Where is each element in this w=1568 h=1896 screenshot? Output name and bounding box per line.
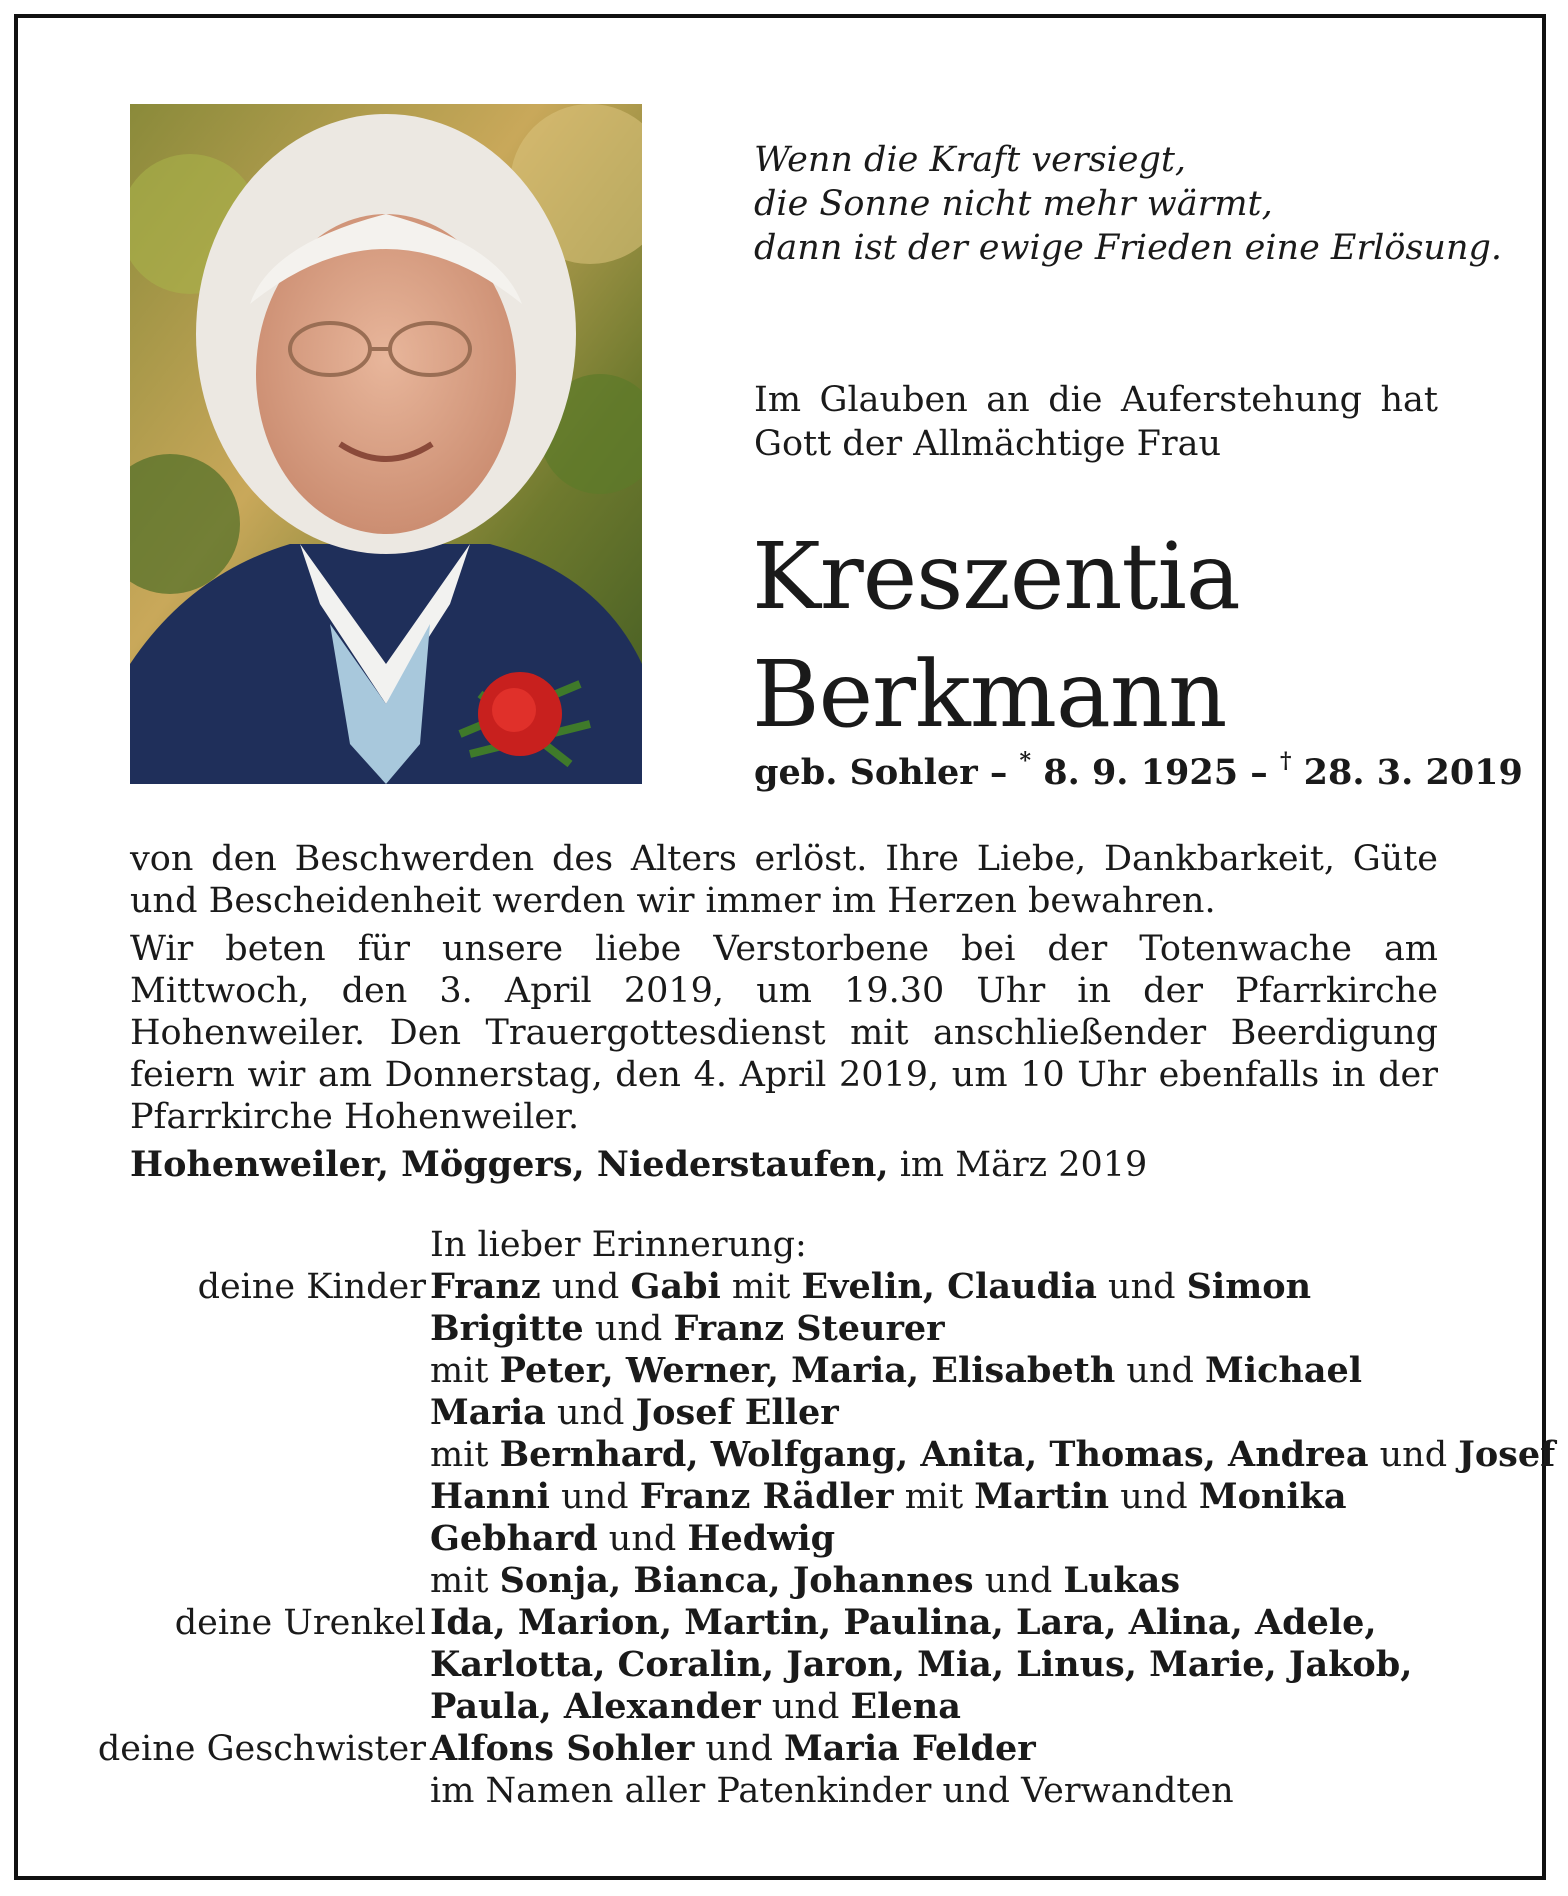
paragraph-release: von den Beschwerden des Alters erlöst. Ihre Liebe, Dankbarkeit, Güte und Bescheidenheit werden wir immer im Herzen bewahren. bbox=[130, 839, 1438, 921]
mourner-row bbox=[0, 1602, 1568, 1644]
relation-label: deine Geschwister bbox=[97, 1729, 426, 1769]
connector-text: und bbox=[1368, 1435, 1459, 1475]
mourner-name: Martin bbox=[974, 1476, 1110, 1517]
mourner-name: Franz bbox=[430, 1266, 541, 1307]
deceased-name bbox=[752, 518, 1512, 754]
mourner-name: Bernhard, Wolfgang, Anita, Thomas, Andrea bbox=[499, 1434, 1369, 1475]
mourner-names bbox=[430, 1392, 839, 1434]
first-name: Kreszentia bbox=[752, 523, 1240, 630]
poem-line: Wenn die Kraft versiegt, bbox=[754, 140, 1187, 180]
relation-label: deine Urenkel bbox=[174, 1603, 426, 1643]
separator: – bbox=[1238, 752, 1280, 793]
mourner-row bbox=[0, 1350, 1568, 1392]
separator: – bbox=[977, 752, 1020, 793]
towns: Hohenweiler, Möggers, Niederstaufen, bbox=[130, 1144, 889, 1185]
mourner-names bbox=[430, 1728, 1036, 1770]
mourner-name: Michael bbox=[1205, 1350, 1363, 1391]
connector-text: und bbox=[1115, 1351, 1206, 1391]
birth-name: geb. Sohler bbox=[754, 752, 978, 793]
poem-line: die Sonne nicht mehr wärmt, bbox=[754, 184, 1273, 224]
intro-line: Gott der Allmächtige Frau bbox=[754, 424, 1222, 464]
mourner-row bbox=[0, 1434, 1568, 1476]
mourner-row bbox=[0, 1728, 1568, 1770]
connector-text: und bbox=[760, 1687, 851, 1727]
mourner-name: Maria bbox=[430, 1392, 546, 1433]
date: im März 2019 bbox=[888, 1145, 1148, 1185]
paragraph-services: Wir beten für unsere liebe Verstorbene bei der Totenwache am Mittwoch, den 3. April 2019, um 19.30 Uhr in der Pfarrkirche Hohenweiler. Den Trauergottesdienst mit anschließender Beerdigung feiern wir am Donnerstag, den 4. April 2019, um 10 Uhr ebenfalls in der Pfarrkirche Hohenweiler. bbox=[130, 929, 1438, 1137]
connector-text: im Namen aller Patenkinder und Verwandten bbox=[430, 1771, 1234, 1811]
poem-line: dann ist der ewige Frieden eine Erlösung. bbox=[754, 228, 1503, 268]
mourner-name: Ida, Marion, Martin, Paulina, Lara, Alina, Adele, bbox=[430, 1602, 1377, 1643]
relation-label: deine Kinder bbox=[197, 1267, 426, 1307]
mourner-name: Gabi bbox=[630, 1266, 721, 1307]
connector-text: und bbox=[540, 1267, 631, 1307]
mourner-row bbox=[0, 1644, 1568, 1686]
mourner-names bbox=[430, 1308, 945, 1350]
connector-text: und bbox=[597, 1519, 688, 1559]
death-mark: † bbox=[1279, 748, 1292, 774]
birth-date: 8. 9. 1925 bbox=[1031, 752, 1239, 793]
mourner-names bbox=[430, 1434, 1555, 1476]
mourner-row bbox=[0, 1476, 1568, 1518]
connector-text: und bbox=[549, 1477, 640, 1517]
mourner-name: Franz Steurer bbox=[673, 1308, 945, 1349]
mourner-names bbox=[430, 1770, 1234, 1812]
mourner-names bbox=[430, 1560, 1180, 1602]
mourners-list bbox=[0, 1224, 1568, 1812]
connector-text: und bbox=[545, 1393, 636, 1433]
mourner-row bbox=[0, 1266, 1568, 1308]
connector-text: mit bbox=[720, 1267, 802, 1307]
mourner-row bbox=[0, 1392, 1568, 1434]
mourner-name: Karlotta, Coralin, Jaron, Mia, Linus, Marie, Jakob, bbox=[430, 1644, 1413, 1685]
mourner-name: Brigitte bbox=[430, 1308, 584, 1349]
connector-text: und bbox=[1096, 1267, 1187, 1307]
birth-mark: * bbox=[1019, 748, 1032, 774]
mourner-names bbox=[430, 1602, 1377, 1644]
poem bbox=[754, 138, 1503, 270]
mourner-names bbox=[430, 1350, 1362, 1392]
mourner-name: Sonja, Bianca, Johannes bbox=[499, 1560, 974, 1601]
place-date bbox=[130, 1144, 1147, 1185]
connector-text: mit bbox=[893, 1477, 975, 1517]
mourner-names bbox=[430, 1476, 1347, 1518]
mourner-name: Paula, Alexander bbox=[430, 1686, 761, 1727]
mourner-name: Maria Felder bbox=[784, 1728, 1036, 1769]
mourner-name: Hedwig bbox=[687, 1518, 836, 1559]
death-date: 28. 3. 2019 bbox=[1291, 752, 1523, 793]
mourner-name: Peter, Werner, Maria, Elisabeth bbox=[499, 1350, 1116, 1391]
mourner-names bbox=[430, 1686, 961, 1728]
mourner-names bbox=[430, 1266, 1311, 1308]
mourners-heading-row bbox=[0, 1224, 1568, 1266]
connector-text: und bbox=[583, 1309, 674, 1349]
mourner-row bbox=[0, 1770, 1568, 1812]
mourner-name: Franz Rädler bbox=[639, 1476, 894, 1517]
last-name: Berkmann bbox=[752, 641, 1227, 748]
portrait-photo bbox=[130, 104, 642, 784]
mourner-names bbox=[430, 1644, 1412, 1686]
connector-text: mit bbox=[430, 1435, 500, 1475]
connector-text: und bbox=[694, 1729, 785, 1769]
mourner-row bbox=[0, 1308, 1568, 1350]
life-dates bbox=[754, 748, 1523, 793]
mourner-name: Josef Eller bbox=[635, 1392, 839, 1433]
connector-text: mit bbox=[430, 1351, 500, 1391]
intro-text bbox=[754, 378, 1438, 466]
mourner-name: Elena bbox=[850, 1686, 961, 1727]
mourner-name: Monika bbox=[1198, 1476, 1347, 1517]
mourner-row bbox=[0, 1518, 1568, 1560]
connector-text: mit bbox=[430, 1561, 500, 1601]
mourner-row bbox=[0, 1686, 1568, 1728]
mourner-name: Gebhard bbox=[430, 1518, 598, 1559]
mourner-names bbox=[430, 1518, 835, 1560]
mourner-name: Simon bbox=[1186, 1266, 1312, 1307]
mourners-heading: In lieber Erinnerung: bbox=[430, 1225, 807, 1265]
mourner-name: Hanni bbox=[430, 1476, 550, 1517]
mourner-name: Alfons Sohler bbox=[430, 1728, 695, 1769]
mourner-name: Evelin, Claudia bbox=[801, 1266, 1097, 1307]
mourner-name: Josef bbox=[1458, 1434, 1556, 1475]
mourner-row bbox=[0, 1560, 1568, 1602]
intro-line: Im Glauben an die Auferstehung hat bbox=[754, 380, 1438, 420]
connector-text: und bbox=[1109, 1477, 1199, 1517]
connector-text: und bbox=[973, 1561, 1064, 1601]
mourner-name: Lukas bbox=[1063, 1560, 1181, 1601]
